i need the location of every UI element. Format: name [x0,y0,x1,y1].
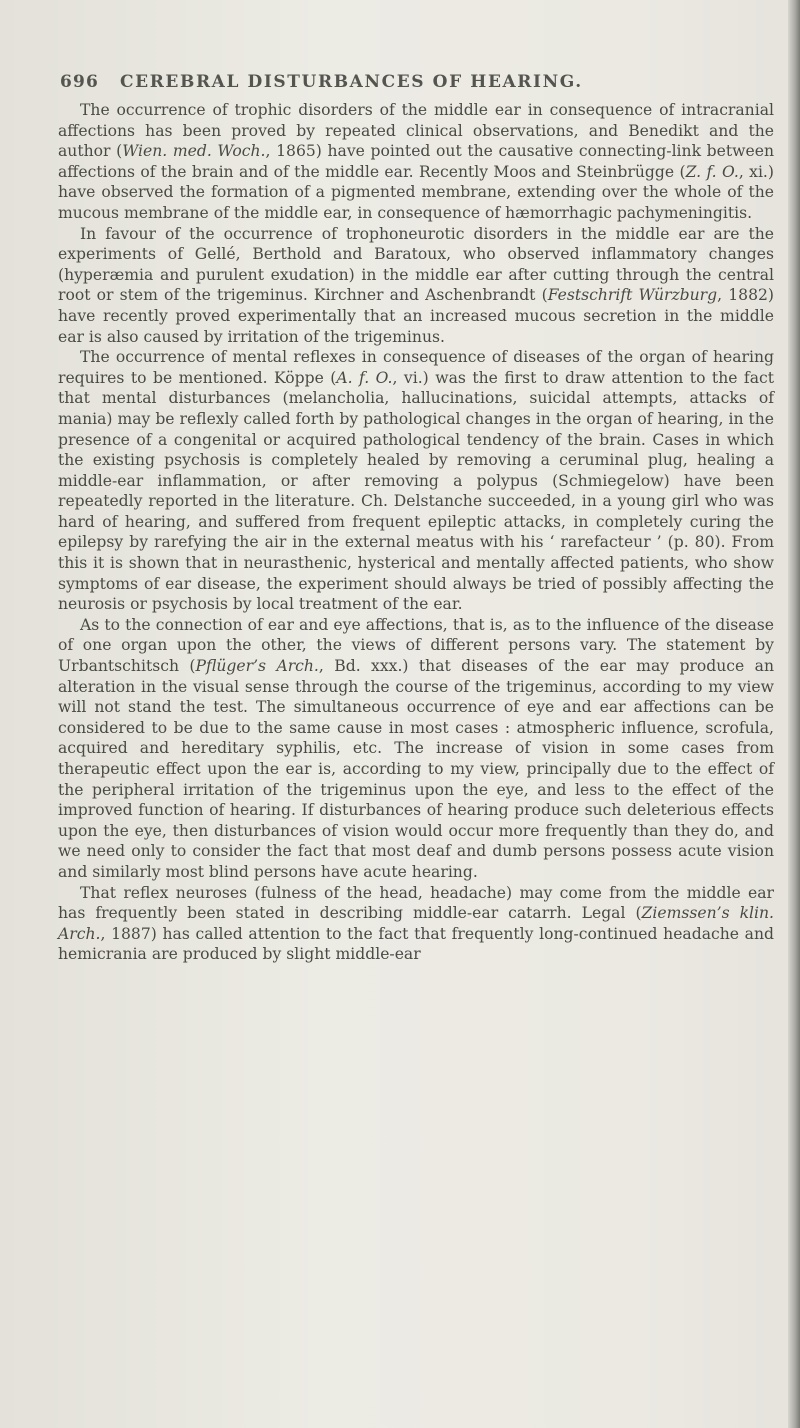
paragraph-text: , 1865) have pointed out the causative connecting-link between affections of the brain and of the middle ear. Recently Moos and Steinbrügge ( [58,142,774,181]
paragraph [58,224,774,348]
citation-text: Z. f. O. [685,162,739,181]
citation-text: A. f. O. [336,368,393,387]
paragraph [58,100,774,224]
body-text [58,100,774,965]
paragraph [58,347,774,615]
paragraph-text: , 1887) has called attention to the fact that frequently long-continued headache and hemicrania are produced by slight middle-ear [58,924,774,964]
paragraph [58,883,774,965]
paragraph-text: That reflex neuroses (fulness of the head, headache) may come from the middle ear has frequently been stated in describing middle-ear catarrh. Legal ( [58,883,774,923]
citation-text: Pflüger’s Arch. [195,657,319,676]
citation-text: Wien. med. Woch. [122,142,266,161]
running-title: CEREBRAL DISTURBANCES OF HEARING. [120,72,583,92]
page-edge-shadow [788,0,800,1428]
citation-text: Ziemssen’s klin. Arch. [58,904,775,943]
paragraph-text: , vi.) was the first to draw attention to the fact that mental disturbances (melancholia, hallucinations, suicidal attempts, attacks of mania) may be reflexly called forth by pathological changes in the organ of hearing, in the presence of a congenital or acquired pathological tendency of the brain. Cases in which the existing psychosis is completely healed by removing a ceruminal plug, healing a middle-ear inflammation, or after removing a polypus (Schmiegelow) have been repeatedly reported in the literature. Ch. Delstanche succeeded, in a young girl who was hard of hearing, and suffered from frequent epileptic attacks, in completely curing the epilepsy by rarefying the air in the external meatus with his ‘ rarefacteur ’ (p. 80). From this it is shown that in neurasthenic, hysterical and mentally affected patients, who show symptoms of ear disease, the experiment should always be tried of possibly affecting the neurosis or psychosis by local treatment of the ear. [58,368,774,614]
citation-text: Festschrift Würzburg [547,286,718,305]
paragraph-text: The occurrence of mental reflexes in consequence of diseases of the organ of hearing requires to be mentioned. Köppe ( [58,348,774,387]
paragraph-text: The occurrence of trophic disorders of the middle ear in consequence of intracranial affections has been proved by repeated clinical observations, and Benedikt and the author ( [58,101,774,161]
paragraph-text: , Bd. xxx.) that diseases of the ear may produce an alteration in the visual sense through the course of the trigeminus, according to my view will not stand the test. The simultaneous occurrence of eye and ear affections can be considered to be due to the same cause in most cases : atmospheric influence, scrofula, acquired and hereditary syphilis, etc. The increase of vision in some cases from therapeutic effect upon the ear is, according to my view, principally due to the effect of the peripheral irritation of the trigeminus upon the eye, and less to the effect of the improved function of hearing. If disturbances of hearing produce such deleterious effects upon the eye, then disturbances of vision would occur more frequently than they do, and we need only to consider the fact that most deaf and dumb persons possess acute vision and similarly most blind persons have acute hearing. [58,657,775,881]
paragraph-text: , xi.) have observed the formation of a pigmented membrane, extending over the whole of the mucous membrane of the middle ear, in consequence of hæmorrhagic pachymeningitis. [58,162,774,222]
running-head [60,72,760,102]
paragraph-text: In favour of the occurrence of trophoneurotic disorders in the middle ear are the experiments of Gellé, Berthold and Baratoux, who observed inflammatory changes (hyperæmia and purulent exudation) in the middle ear after cutting through the central root or stem of the trigeminus. Kirchner and Aschenbrandt ( [58,224,774,305]
paragraph-text: , 1882) have recently proved experimentally that an increased mucous secretion in the middle ear is also caused by irritation of the trigeminus. [58,286,774,346]
paragraph-text: As to the connection of ear and eye affections, that is, as to the influence of the disease of one organ upon the other, the views of different persons vary. The statement by Urbantschitsch ( [58,615,774,676]
page-number: 696 [60,72,100,92]
paragraph [58,615,774,883]
